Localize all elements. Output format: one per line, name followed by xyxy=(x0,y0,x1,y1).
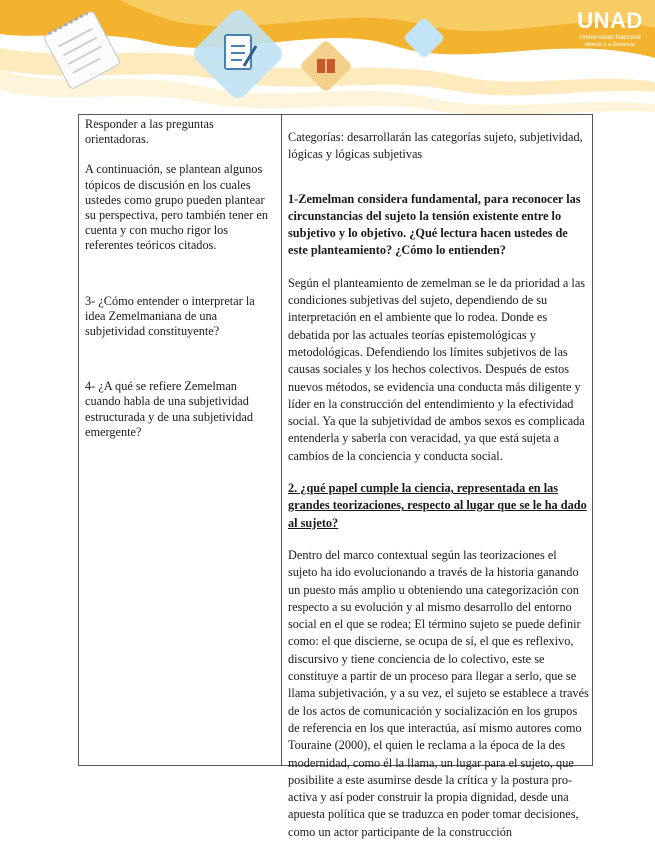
header-banner xyxy=(0,0,655,120)
right-column xyxy=(288,129,589,841)
question-2: 2. ¿qué papel cumple la ciencia, representada en las grandes teorizaciones, respecto al lugar que se le ha dado al sujeto? xyxy=(288,481,587,530)
logo-subtitle: Universidad Nacional xyxy=(579,34,641,41)
content-table xyxy=(78,114,593,839)
unad-logo xyxy=(574,10,646,49)
checklist-icon xyxy=(225,35,256,69)
logo-subtitle-2: Abierta y a Distancia xyxy=(584,42,636,48)
question-4: 4- ¿A qué se refiere Zemelman cuando habla de una subjetividad estructurada y de una subjetividad emergente? xyxy=(85,379,254,439)
logo-mark: UNAD xyxy=(577,8,643,33)
column-divider xyxy=(281,115,282,765)
answer-2: Dentro del marco contextual según las teorizaciones el sujeto ha ido evolucionando a través de la historia ganando un puesto más amplio u obteniendo una categorización con respecto a su evolución y al mismo desarrollo del entorno social en el que se rodea; El término sujeto se puede definir como: el que discierne, se ocupa de sí, el que es reflexivo, discursivo y tiene conciencia de lo colectivo, este se constituye a partir de un proceso para llegar a serlo, que se llama subjetivación, y a su vez, el sujeto se establece a través de los actos de comunicación y socialización en los grupos de referencia en los que interactúa, así mismo autores como Touraine (2000), el quien le reclama a la época de la des modernidad, como él la llama, un lugar para el sujeto, que posibilite a este asumirse desde la crítica y la postura pro-activa y así poder construir la propia dignidad, desde una apuesta política que se traduzca en poder tomar decisiones, como un actor participante de la construcción xyxy=(288,547,589,839)
question-1: 1-Zemelman considera fundamental, para reconocer las circunstancias del sujeto la tensión existente entre lo subjetivo y lo objetivo. ¿Qué lectura hacen ustedes de este planteamiento? ¿Cómo lo entienden? xyxy=(288,191,581,258)
intro-paragraph: A continuación, se plantean algunos tópicos de discusión en los cuales ustedes como grupo pueden plantear su perspectiva, pero también tener en cuenta y con mucho rigor los referentes teóricos citados. xyxy=(85,162,269,253)
left-column xyxy=(85,117,275,440)
categories-text: Categorías: desarrollarán las categorías sujeto, subjetividad, lógicas y lógicas subjetivas xyxy=(288,130,583,162)
instruction-text: Responder a las preguntas orientadoras. xyxy=(85,117,214,147)
book-cover-icon xyxy=(317,59,335,73)
question-3: 3- ¿Cómo entender o interpretar la idea Zemelmaniana de una subjetividad constituyente? xyxy=(85,293,255,339)
answer-1: Según el planteamiento de zemelman se le da prioridad a las condiciones subjetivas del sujeto, dependiendo de su interpretación en el ambiente que lo rodea. Donde es debatida por las actuales teorías epistemológicas y metodológicas. Defendiendo los límites subjetivos de las causas sociales y los hechos colectivos. Después de estos nuevos métodos, se evidencia una conducta más diligente y líder en la construcción del entendimiento y la efectividad social. Ya que la subjetividad de ambos sexos es complicada entenderla y saberla con veracidad, ya que está sujeta a cambios de la conciencia y conducta social. xyxy=(288,275,586,463)
